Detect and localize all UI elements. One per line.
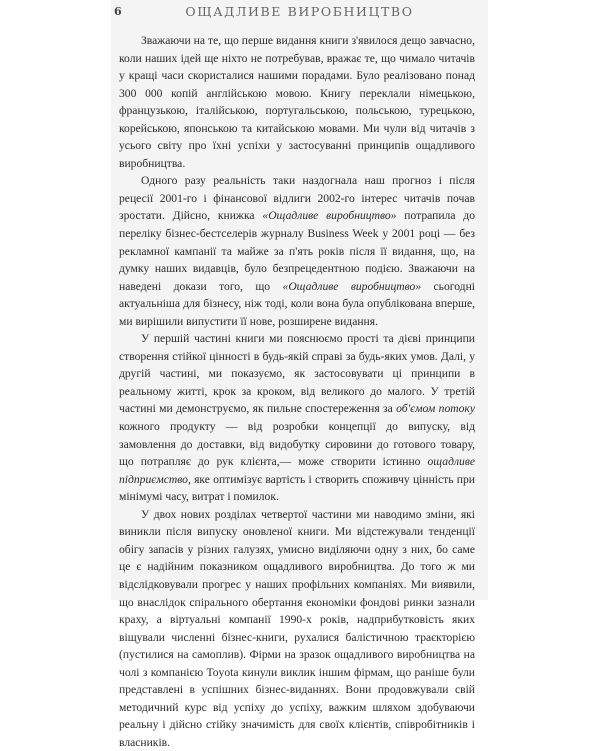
page-number: 6	[114, 5, 122, 18]
text-segment: кожного продукту — від розробки концепції до випуску, від замовлення до доставки, від видобутку сировини до готового товару, що потрапляє до рук клієнта,— може створити істинно	[119, 420, 475, 469]
text-segment: , яке оптимізує вартість і створить споживчу цінність при мінімумі часу, витрат і помилок.	[119, 472, 475, 504]
text-segment: У двох нових розділах четвертої частини ми наводимо зміни, які виникли після випуску оновленої книги. Ми відстежували тенденції обігу запасів у різних галузях, умисно виділяючи одну з них, бо саме це є надійним показником ощадливого виробництва. До того ж ми відслідковували прогрес у наших профільних компаніях. Ми виявили, що внаслідок спірального обертання економіки фондові ринки зазнали краху, а віртуальні компанії 1990-х років, надприбутковість яких віщували численні бізнес-книги, рухалися балістичною траєкторією (пустилися на самоплив). Фірми на зразок ощадливого виробництва на чолі з компанією Toyota кинули виклик іншим фірмам, що раніше були представлені в успішних бізнес-виданнях. Вони продовжували свій методичний курс від успіху до успіху, важким шляхом здобуваючи реальну і дійсно стійку значимість для своїх клієнтів, співробітників і власників.	[119, 507, 475, 749]
text-segment: сьогодні актуальніша для бізнесу, ніж тоді, коли вона була опублікована вперше, ми вирішили випустити її нове, розширене видання.	[119, 279, 476, 328]
text-segment: потрапила до переліку бізнес-бестселерів журналу Business Week у 2001 році — без рекламної кампанії та майже за п'ять років після її видання, що, на думку наших видавців, було безпрецедентною подією. Зважаючи на наведені докази того, що	[119, 209, 476, 293]
book-title-italic: «Ощадливе виробництво»	[262, 209, 397, 223]
text-segment: Зважаючи на те, що перше видання книги з'явилося дещо завчасно, коли наших ідей ще ніхто не потребував, вражає те, що чимало читачів у кращі часи скористалися нашими порадами. Було реалізовано понад 300 000 копій англійською мовою. Книгу переклали німецькою, французькою, італійською, португальською, польською, турецькою, корейською, японською та китайською мовами. Ми чули від читачів з усього світу про їхні успіхи у застосуванні принципів ощадливого виробництва.	[119, 34, 475, 170]
page-header	[111, 4, 488, 20]
running-title: ОЩАДЛИВЕ ВИРОБНИЦТВО	[185, 4, 414, 19]
text-segment: Одного разу реальність таки наздогнала наш прогноз і після рецесії 2001-го і фінансової відлиги 2002-го інтерес читачів почав зростати. Дійсно, книжка	[119, 174, 475, 223]
paragraph	[119, 506, 475, 751]
book-page	[111, 0, 488, 749]
paragraph	[119, 172, 475, 330]
paragraph	[119, 32, 475, 172]
emphasis-italic: ощадливе підприємство	[119, 455, 475, 486]
emphasis-italic: об'ємом потоку	[396, 402, 475, 416]
text-segment: У першій частині книги ми пояснюємо прості та дієві принципи створення стійкої цінності в будь-якій справі за будь-яких умов. Далі, у другій частині, ми показуємо, як застосовувати ці принципи в реальному житті, крок за кроком, від великого до малого. У третій частині ми демонструємо, як пильне спостереження за	[119, 332, 475, 416]
book-title-italic: «Ощадливе виробництво»	[282, 279, 422, 293]
paragraph	[119, 330, 475, 505]
body-text	[119, 32, 475, 751]
